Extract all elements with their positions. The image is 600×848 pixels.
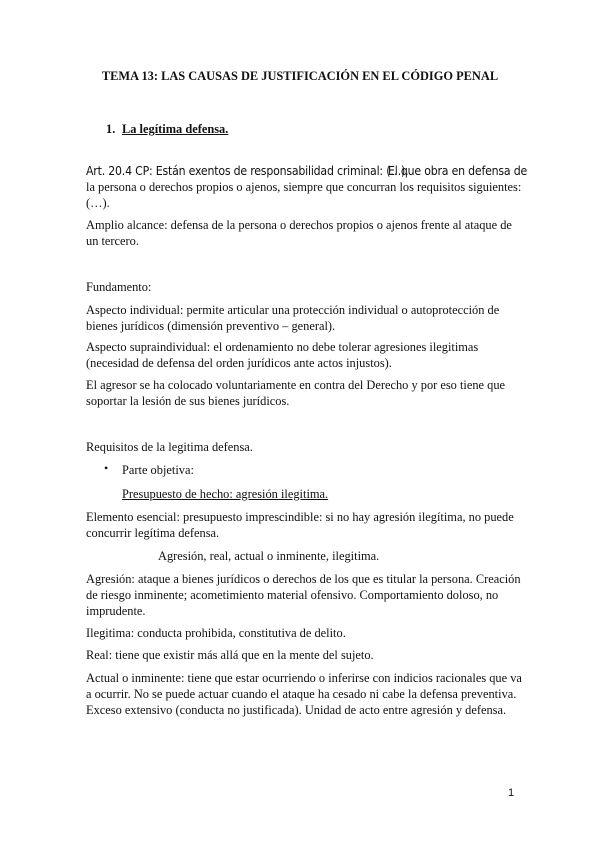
art-line-1b: El que obra en defensa de <box>388 164 528 178</box>
art-line-1a: Art. 20.4 CP: Están exentos de responsabilidad criminal: (…). <box>86 164 409 178</box>
section-number: 1. <box>106 122 116 136</box>
actual-line-3: Exceso extensivo (conducta no justificada). Unidad de acto entre agresión y defensa. <box>86 703 507 717</box>
art-line-2: la persona o derechos propios o ajenos, siempre que concurran los requisitos siguientes: <box>86 180 522 194</box>
presupuesto-heading: Presupuesto de hecho: agresión ilegitima. <box>122 487 329 501</box>
section-heading: La legítima defensa. <box>122 122 229 136</box>
caracteres-line: Agresión, real, actual o inminente, ilegitima. <box>158 549 380 563</box>
amplio-line-2: un tercero. <box>86 234 139 248</box>
fundamento-p1-line-2: bienes jurídicos (dimensión preventivo – general). <box>86 319 336 333</box>
elemento-line-2: concurrir legítima defensa. <box>86 526 220 540</box>
agresion-line-2: de riesgo inminente; acometimiento material ofensivo. Comportamiento doloso, no <box>86 588 499 602</box>
art-line-3: (…). <box>86 196 110 210</box>
fundamento-p1-line-1: Aspecto individual: permite articular una protección individual o autoprotección de <box>86 303 500 317</box>
fundamento-p2-line-2: (necesidad de defensa del orden jurídicos ante actos injustos). <box>86 356 392 370</box>
requisitos-heading: Requisitos de la legitima defensa. <box>86 440 253 454</box>
actual-line-1: Actual o inminente: tiene que estar ocurriendo o inferirse con indicios racionales que va <box>86 671 522 685</box>
bullet-icon: • <box>104 461 109 475</box>
page-number: 1 <box>508 787 515 799</box>
fundamento-p3-line-1: El agresor se ha colocado voluntariamente en contra del Derecho y por eso tiene que <box>86 378 506 392</box>
real-line: Real: tiene que existir más allá que en la mente del sujeto. <box>86 648 374 662</box>
page-title: TEMA 13: LAS CAUSAS DE JUSTIFICACIÓN EN EL CÓDIGO PENAL <box>101 69 499 83</box>
fundamento-heading: Fundamento: <box>86 280 152 294</box>
actual-line-2: a ocurrir. No se puede actuar cuando el ataque ha cesado ni cabe la defensa preventiva. <box>86 687 517 701</box>
ilegitima-line: Ilegitima: conducta prohibida, constitutiva de delito. <box>86 626 346 640</box>
agresion-line-3: imprudente. <box>86 604 146 618</box>
amplio-line-1: Amplio alcance: defensa de la persona o derechos propios o ajenos frente al ataque de <box>86 218 512 232</box>
fundamento-p2-line-1: Aspecto supraindividual: el ordenamiento no debe tolerar agresiones ilegitimas <box>86 340 479 354</box>
elemento-line-1: Elemento esencial: presupuesto imprescindible: si no hay agresión ilegítima, no puede <box>86 510 514 524</box>
parte-objetiva: Parte objetiva: <box>122 463 194 477</box>
agresion-line-1: Agresión: ataque a bienes jurídicos o derechos de los que es titular la persona. Creación <box>86 572 521 586</box>
fundamento-p3-line-2: soportar la lesión de sus bienes jurídicos. <box>86 394 290 408</box>
